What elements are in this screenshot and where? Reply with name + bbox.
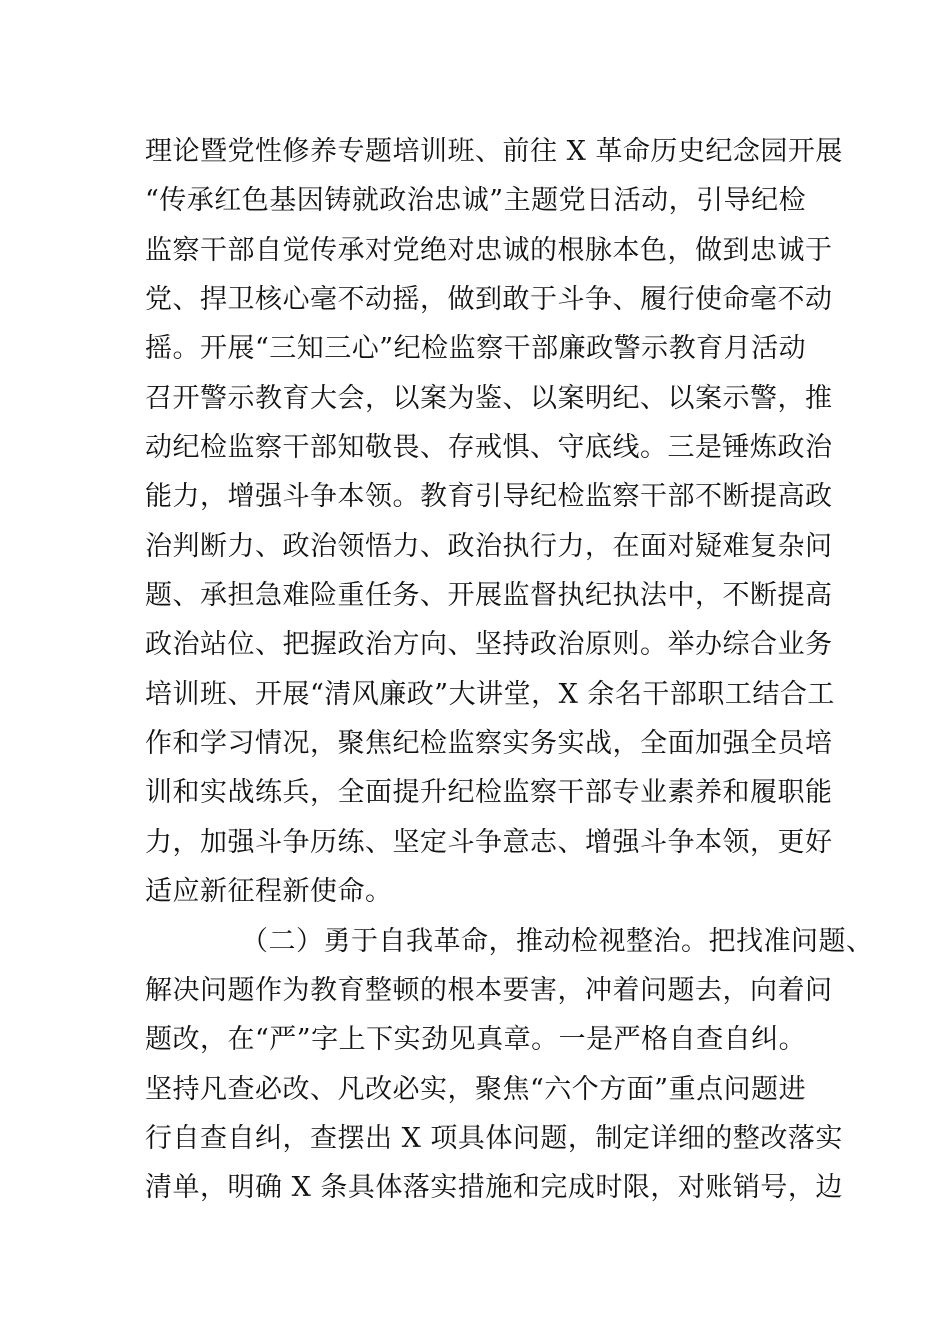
text-line: 坚持凡查必改、凡改必实，聚焦“六个方面”重点问题进 xyxy=(145,1073,807,1105)
text-line: 题改，在“严”字上下实劲见真章。一是严格自查自纠。 xyxy=(145,1024,807,1056)
text-line: 训和实战练兵，全面提升纪检监察干部专业素养和履职能 xyxy=(145,777,833,809)
text-line: 召开警示教育大会，以案为鉴、以案明纪、以案示警，推 xyxy=(145,382,833,414)
section-heading-line: （二）勇于自我革命，推动检视整治。把找准问题、 xyxy=(241,925,874,957)
text-line: 动纪检监察干部知敬畏、存戒惧、守底线。三是锤炼政治 xyxy=(145,432,833,464)
text-line: 适应新征程新使命。 xyxy=(145,876,393,908)
text-line: 理论暨党性修养专题培训班、前往 X 革命历史纪念园开展 xyxy=(145,136,843,167)
text-line: “传承红色基因铸就政治忠诚”主题党日活动，引导纪检 xyxy=(145,185,807,217)
text-line: 能力，增强斗争本领。教育引导纪检监察干部不断提高政 xyxy=(145,481,833,513)
text-line: 题、承担急难险重任务、开展监督执纪执法中，不断提高 xyxy=(145,580,833,612)
text-line: 党、捍卫核心毫不动摇，做到敢于斗争、履行使命毫不动 xyxy=(145,284,833,316)
text-line: 摇。开展“三知三心”纪检监察干部廉政警示教育月活动 xyxy=(145,333,807,365)
text-line: 作和学习情况，聚焦纪检监察实务实战，全面加强全员培 xyxy=(145,728,833,760)
body-text xyxy=(145,127,874,1213)
text-line: 培训班、开展“清风廉政”大讲堂，X 余名干部职工结合工 xyxy=(145,678,835,710)
text-line: 解决问题作为教育整顿的根本要害，冲着问题去，向着问 xyxy=(145,974,833,1006)
text-line: 力，加强斗争历练、坚定斗争意志、增强斗争本领，更好 xyxy=(145,826,833,858)
text-line: 行自查自纠，查摆出 X 项具体问题，制定详细的整改落实 xyxy=(145,1122,843,1154)
text-line: 清单，明确 X 条具体落实措施和完成时限，对账销号，边 xyxy=(145,1172,843,1204)
text-line: 政治站位、把握政治方向、坚持政治原则。举办综合业务 xyxy=(145,629,833,661)
text-line: 治判断力、政治领悟力、政治执行力，在面对疑难复杂问 xyxy=(145,530,833,562)
text-line: 监察干部自觉传承对党绝对忠诚的根脉本色，做到忠诚于 xyxy=(145,234,833,266)
